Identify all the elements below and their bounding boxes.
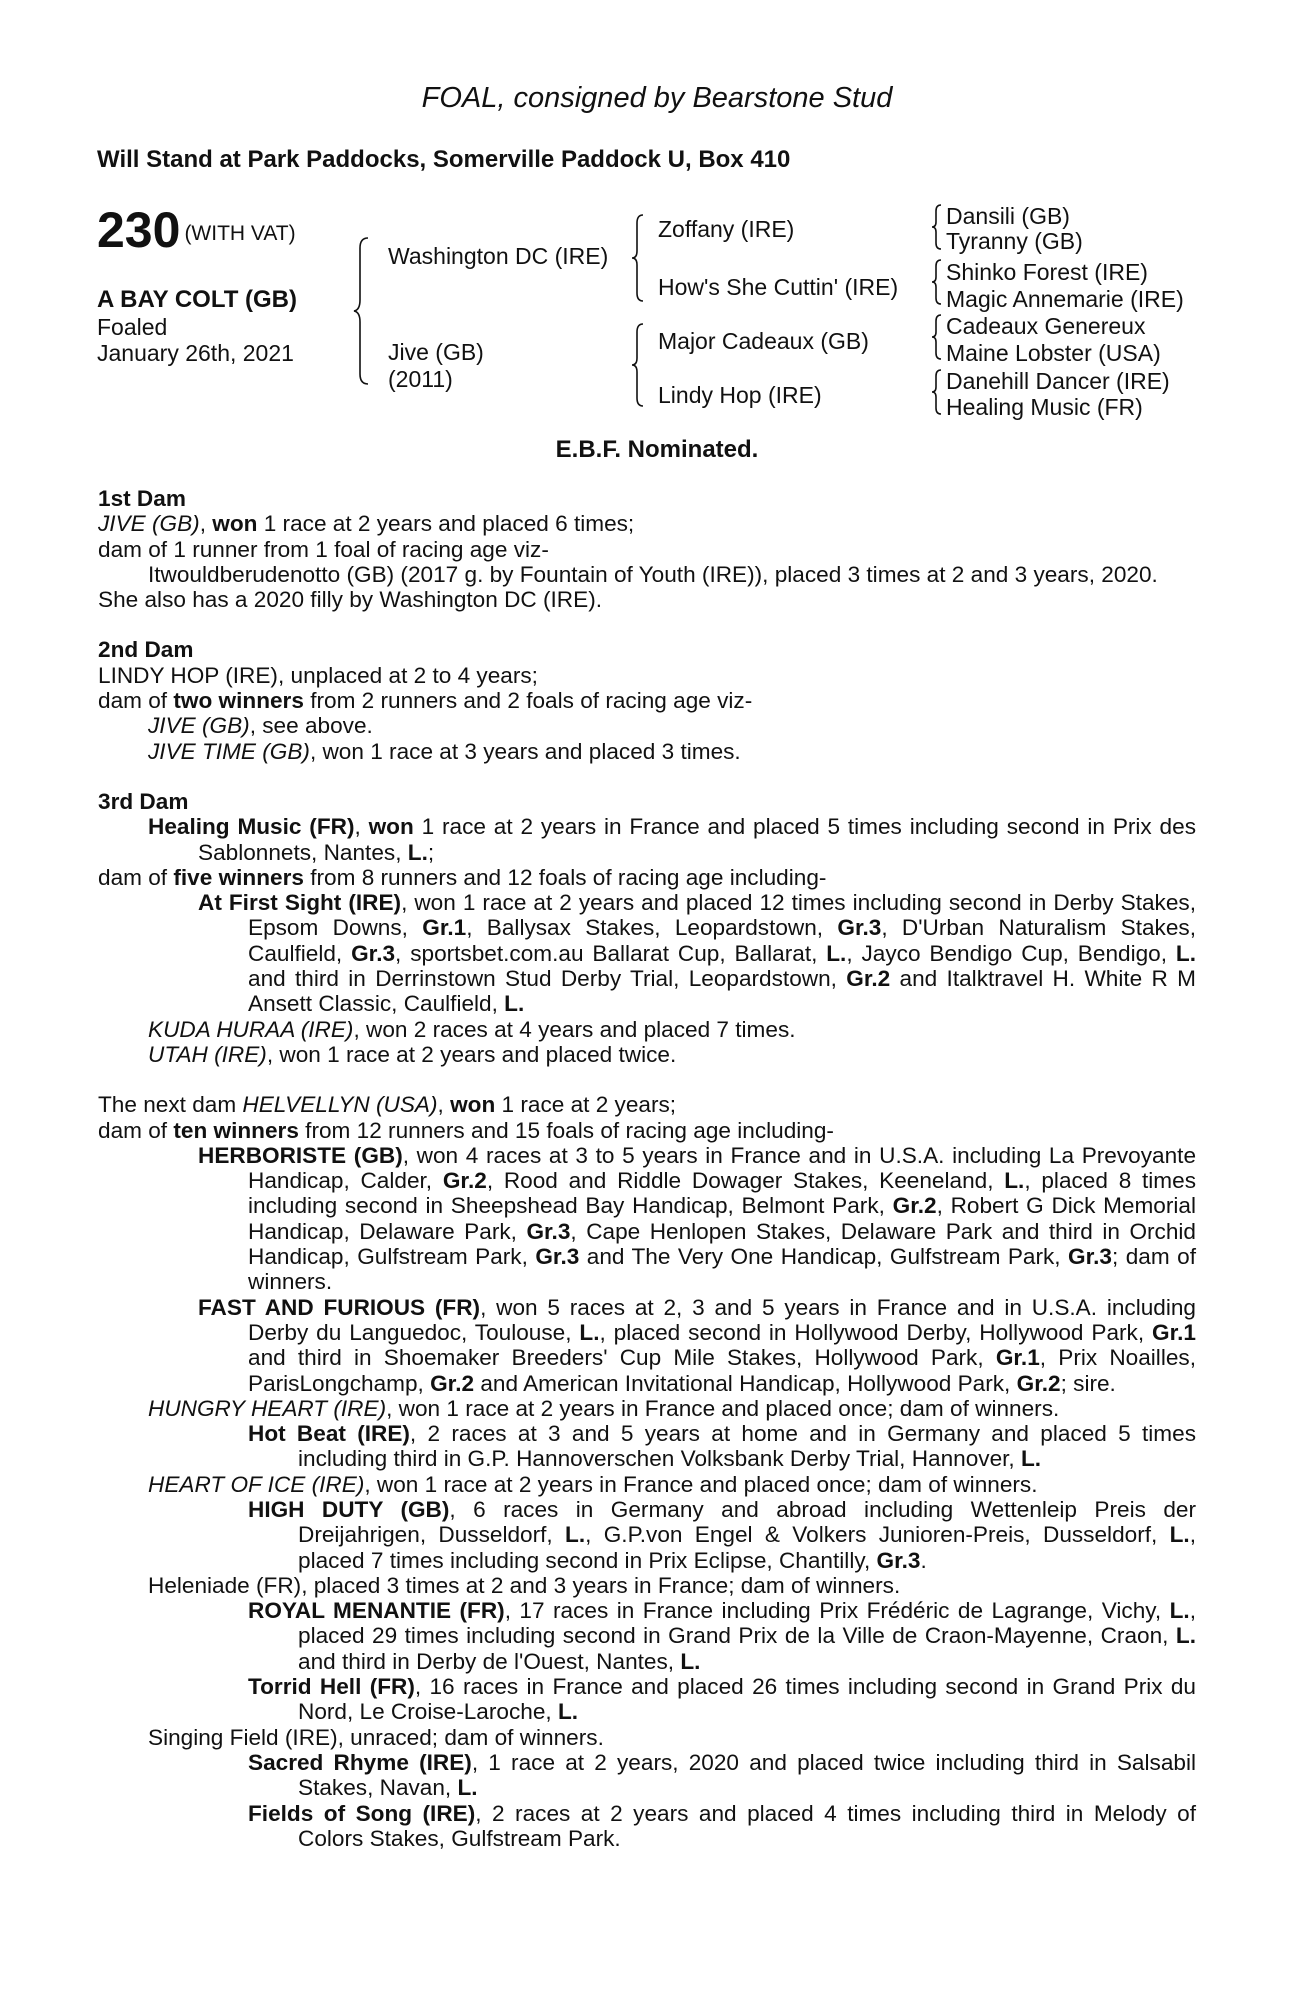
dam-produce: dam of 1 runner from 1 foal of racing age viz-: [98, 536, 549, 562]
dam-produce: dam of two winners from 2 runners and 2 foals of racing age viz-: [98, 688, 753, 714]
pedigree-dd: Lindy Hop (IRE): [658, 382, 822, 408]
progeny-entry: JIVE (GB), see above.: [148, 713, 373, 739]
pedigree-dsd: Maine Lobster (USA): [946, 340, 1161, 366]
stand-location: Will Stand at Park Paddocks, Somerville Paddock U, Box 410: [97, 146, 791, 173]
progeny-entry: UTAH (IRE), won 1 race at 2 years and placed twice.: [148, 1041, 677, 1067]
progeny-entry: At First Sight (IRE), won 1 race at 2 years and placed 12 times including second in Derby Stakes, Epsom Downs, Gr.1, Ballysax Stakes, Leopardstown, Gr.3, D'Urban Naturalism Stakes, Caulfield, Gr.3, sportsbet.com.au Ballarat Cup, Ballarat, L., Jayco Bendigo Cup, Bendigo, L. and third in Derrinstown Stud Derby Trial, Leopardstown, Gr.2 and Italktravel H. White R M Ansett Classic, Caulfield, L.: [198, 890, 1196, 1017]
pedigree-dds: Danehill Dancer (IRE): [946, 368, 1170, 394]
progeny-entry: Itwouldberudenotto (GB) (2017 g. by Fountain of Youth (IRE)), placed 3 times at 2 and 3 years, 2020.: [148, 561, 1158, 587]
progeny-entry: FAST AND FURIOUS (FR), won 5 races at 2, 3 and 5 years in France and in U.S.A. including Derby du Languedoc, Toulouse, L., placed second in Hollywood Derby, Hollywood Park, Gr.1 and third in Shoemaker Breeders' Cup Mile Stakes, Hollywood Park, Gr.1, Prix Noailles, ParisLongchamp, Gr.2 and American Invitational Handicap, Hollywood Park, Gr.2; sire.: [198, 1294, 1196, 1396]
progeny-entry: KUDA HURAA (IRE), won 2 races at 4 years and placed 7 times.: [148, 1016, 796, 1042]
page-title: FOAL, consigned by Bearstone Stud: [421, 82, 893, 114]
grandprogeny-entry: Sacred Rhyme (IRE), 1 race at 2 years, 2020 and placed twice including third in Salsabil Stakes, Navan, L.: [248, 1749, 1196, 1801]
pedigree-sdd: Magic Annemarie (IRE): [946, 286, 1184, 312]
vat-label: (WITH VAT): [184, 221, 296, 245]
section-heading: 2nd Dam: [98, 637, 194, 663]
dam-brace: [630, 322, 646, 408]
pedigree-sss: Dansili (GB): [946, 203, 1070, 229]
catalogue-body: [98, 486, 1196, 1851]
foaled-date: January 26th, 2021: [97, 340, 294, 366]
ss-brace: [930, 203, 944, 251]
grandprogeny-entry: Fields of Song (IRE), 2 races at 2 years and placed 4 times including third in Melody of Colors Stakes, Gulfstream Park.: [248, 1800, 1196, 1851]
pedigree-ss: Zoffany (IRE): [658, 216, 795, 242]
progeny-entry: HUNGRY HEART (IRE), won 1 race at 2 years in France and placed once; dam of winners.: [148, 1395, 1060, 1421]
pedigree-dam-year: (2011): [388, 366, 453, 392]
sire-dam-brace: [352, 236, 372, 386]
dam-note: She also has a 2020 filly by Washington DC (IRE).: [98, 587, 602, 613]
pedigree-ddd: Healing Music (FR): [946, 394, 1143, 420]
next-dam-record: The next dam HELVELLYN (USA), won 1 race at 2 years;: [98, 1092, 677, 1118]
progeny-entry: Heleniade (FR), placed 3 times at 2 and 3 years in France; dam of winners.: [148, 1572, 901, 1598]
grandprogeny-entry: Hot Beat (IRE), 2 races at 3 and 5 years at home and in Germany and placed 5 times including third in G.P. Hannoverschen Volksbank Derby Trial, Hannover, L.: [248, 1421, 1196, 1472]
ebf-nomination: E.B.F. Nominated.: [555, 436, 759, 463]
lot-name: A BAY COLT (GB): [97, 286, 298, 313]
pedigree-ssd: Tyranny (GB): [946, 228, 1083, 254]
dam-record: LINDY HOP (IRE), unplaced at 2 to 4 years;: [98, 662, 538, 688]
pedigree-ds: Major Cadeaux (GB): [658, 328, 869, 354]
grandprogeny-entry: HIGH DUTY (GB), 6 races in Germany and abroad including Wettenleip Preis der Dreijahrigen, Dusseldorf, L., G.P.von Engel & Volkers Junioren-Preis, Dusseldorf, L., placed 7 times including second in Prix Eclipse, Chantilly, Gr.3.: [248, 1496, 1196, 1573]
dam-record: Healing Music (FR), won 1 race at 2 years in France and placed 5 times including second in Prix des Sablonnets, Nantes, L.;: [148, 814, 1196, 865]
ds-brace: [930, 313, 944, 361]
pedigree-dss: Cadeaux Genereux: [946, 313, 1146, 339]
dam-produce: dam of five winners from 8 runners and 12 foals of racing age including-: [98, 864, 827, 890]
dam-record: JIVE (GB), won 1 race at 2 years and placed 6 times;: [98, 511, 635, 537]
progeny-entry: HERBORISTE (GB), won 4 races at 3 to 5 years in France and in U.S.A. including La Prevoyante Handicap, Calder, Gr.2, Rood and Riddle Dowager Stakes, Keeneland, L., placed 8 times including second in Sheepshead Bay Handicap, Belmont Park, Gr.2, Robert G Dick Memorial Handicap, Delaware Park, Gr.3, Cape Henlopen Stakes, Delaware Park and third in Orchid Handicap, Gulfstream Park, Gr.3 and The Very One Handicap, Gulfstream Park, Gr.3; dam of winners.: [198, 1142, 1197, 1295]
sd-brace: [930, 258, 944, 306]
sire-brace: [630, 213, 646, 303]
pedigree-sds: Shinko Forest (IRE): [946, 259, 1148, 285]
dd-brace: [930, 368, 944, 416]
progeny-entry: Singing Field (IRE), unraced; dam of winners.: [148, 1724, 604, 1750]
section-heading: 3rd Dam: [98, 788, 189, 814]
foaled-label: Foaled: [97, 314, 168, 340]
lot-number: 230 (WITH VAT): [97, 202, 296, 258]
grandprogeny-entry: ROYAL MENANTIE (FR), 17 races in France including Prix Frédéric de Lagrange, Vichy, L., placed 29 times including second in Grand Prix de la Ville de Craon-Mayenne, Craon, L. and third in Derby de l'Ouest, Nantes, L.: [248, 1598, 1196, 1674]
pedigree-sd: How's She Cuttin' (IRE): [658, 274, 899, 300]
dam-produce: dam of ten winners from 12 runners and 15 foals of racing age including-: [98, 1117, 834, 1143]
pedigree-dam: Jive (GB): [388, 339, 484, 365]
section-heading: 1st Dam: [98, 486, 186, 511]
progeny-entry: JIVE TIME (GB), won 1 race at 3 years and placed 3 times.: [148, 738, 741, 764]
grandprogeny-entry: Torrid Hell (FR), 16 races in France and placed 26 times including second in Grand Prix du Nord, Le Croise-Laroche, L.: [248, 1674, 1196, 1725]
pedigree-sire: Washington DC (IRE): [388, 243, 609, 269]
progeny-entry: HEART OF ICE (IRE), won 1 race at 2 years in France and placed once; dam of winners.: [148, 1471, 1038, 1497]
